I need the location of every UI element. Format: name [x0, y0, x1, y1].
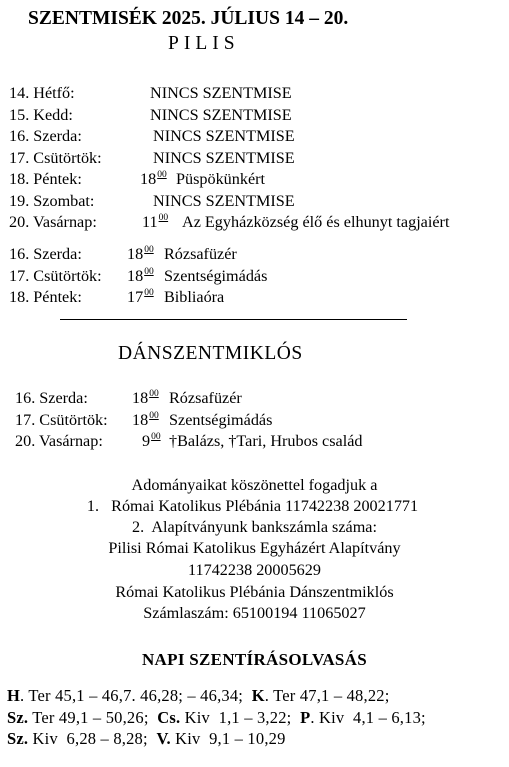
time-hour: 18: [140, 170, 157, 188]
parish-heading-danszentmiklos: DÁNSZENTMIKLÓS: [118, 343, 303, 364]
day-label: 20. Vasárnap:: [9, 213, 97, 231]
time-label: [127, 288, 154, 307]
event-row: [9, 245, 509, 265]
day-label: 16. Szerda:: [9, 245, 82, 263]
day-label: 17. Csütörtök:: [9, 266, 102, 285]
schedule-row: [9, 170, 509, 190]
event-row: [9, 267, 509, 287]
day-label: 18. Péntek:: [9, 288, 82, 306]
reading-text: Kiv 9,1 – 10,29: [170, 729, 286, 748]
event-row: [15, 411, 509, 431]
reading-text: . Ter 47,1 – 48,22;: [264, 686, 390, 705]
time-hour: 18: [132, 389, 149, 407]
time-label: [127, 245, 154, 264]
event-row: [15, 432, 509, 452]
time-minutes: 00: [144, 245, 154, 255]
time-label: [140, 170, 167, 189]
event-text: Rózsafüzér: [169, 389, 242, 407]
day-abbreviation: Sz.: [7, 707, 29, 727]
event-text: Szentségimádás: [164, 266, 268, 285]
event-row: [15, 389, 509, 409]
event-text: Püspökünkért: [176, 170, 266, 188]
donation-line: Pilisi Római Katolikus Egyházért Alapítvány: [108, 539, 401, 557]
day-label: 20. Vasárnap:: [15, 432, 103, 450]
event-text: NINCS SZENTMISE: [153, 127, 295, 145]
reading-text: . Ter 45,1 – 46,7. 46,28; – 46,34;: [20, 686, 252, 705]
time-label: [142, 213, 168, 232]
donation-line: Számlaszám: 65100194 11065027: [143, 604, 366, 622]
reading-text: Kiv 6,28 – 8,28;: [28, 729, 157, 748]
event-row: [9, 288, 509, 308]
event-text: NINCS SZENTMISE: [153, 148, 295, 167]
day-abbreviation: P: [300, 707, 311, 727]
event-text: Rózsafüzér: [164, 245, 237, 263]
time-minutes: 00: [144, 266, 154, 277]
donation-line: 2. Alapítványunk bankszámla száma:: [132, 518, 377, 536]
donation-line: 11742238 20005629: [188, 561, 321, 579]
parish-heading-pilis: PILIS: [168, 33, 240, 54]
day-abbreviation: V.: [156, 729, 171, 748]
day-label: 19. Szombat:: [9, 191, 95, 210]
time-hour: 18: [127, 266, 144, 285]
schedule-row: [9, 106, 509, 126]
reading-line: [7, 729, 286, 749]
donation-line: 1. Római Katolikus Plébánia 11742238 20021771: [86, 497, 419, 515]
reading-line: [7, 708, 426, 728]
reading-text: . Kiv 4,1 – 6,13;: [310, 707, 426, 727]
reading-text: Kiv 1,1 – 3,22;: [180, 707, 301, 727]
time-minutes: 00: [144, 288, 154, 298]
day-label: 14. Hétfő:: [9, 84, 75, 102]
time-minutes: 00: [158, 213, 169, 223]
event-text: Szentségimádás: [169, 410, 273, 429]
event-text: NINCS SZENTMISE: [153, 191, 295, 210]
day-label: 15. Kedd:: [9, 105, 73, 124]
event-text: Az Egyházközség élő és elhunyt tagjaiért: [182, 213, 450, 231]
time-hour: 11: [142, 213, 158, 231]
event-text: Bibliaóra: [164, 288, 225, 306]
day-label: 18. Péntek:: [9, 170, 82, 188]
time-minutes: 00: [151, 432, 161, 442]
event-text: NINCS SZENTMISE: [150, 84, 292, 102]
time-hour: 18: [127, 245, 144, 263]
day-abbreviation: K: [251, 686, 265, 705]
time-minutes: 00: [157, 170, 167, 180]
day-label: 16. Szerda:: [15, 389, 88, 407]
reading-line: [7, 686, 390, 706]
day-abbreviation: H: [7, 686, 21, 705]
time-hour: 18: [132, 410, 149, 429]
time-minutes: 00: [149, 389, 159, 399]
day-abbreviation: Sz.: [7, 729, 29, 748]
day-abbreviation: Cs.: [157, 707, 181, 727]
time-label: [132, 389, 159, 408]
donation-line: Római Katolikus Plébánia Dánszentmiklós: [115, 583, 394, 601]
section-divider: [60, 319, 407, 320]
schedule-row: [9, 213, 509, 233]
time-label: [127, 267, 154, 286]
day-label: 17. Csütörtök:: [15, 410, 108, 429]
schedule-row: [9, 192, 509, 212]
day-label: 16. Szerda:: [9, 127, 82, 145]
reading-text: Ter 49,1 – 50,26;: [28, 707, 158, 727]
time-hour: 9: [142, 432, 151, 450]
time-label: [132, 411, 159, 430]
daily-reading-heading: NAPI SZENTÍRÁSOLVASÁS: [141, 650, 368, 669]
event-text: †Balázs, †Tari, Hrubos család: [169, 432, 363, 450]
event-text: NINCS SZENTMISE: [150, 105, 292, 124]
day-label: 17. Csütörtök:: [9, 148, 102, 167]
time-label: [142, 432, 161, 451]
donation-line: Adományaikat köszönettel fogadjuk a: [131, 476, 378, 494]
time-hour: 17: [127, 288, 144, 306]
schedule-row: [9, 149, 509, 169]
page-title: SZENTMISÉK 2025. JÚLIUS 14 – 20.: [28, 8, 349, 29]
schedule-row: [9, 84, 509, 104]
schedule-row: [9, 127, 509, 147]
time-minutes: 00: [149, 410, 159, 421]
